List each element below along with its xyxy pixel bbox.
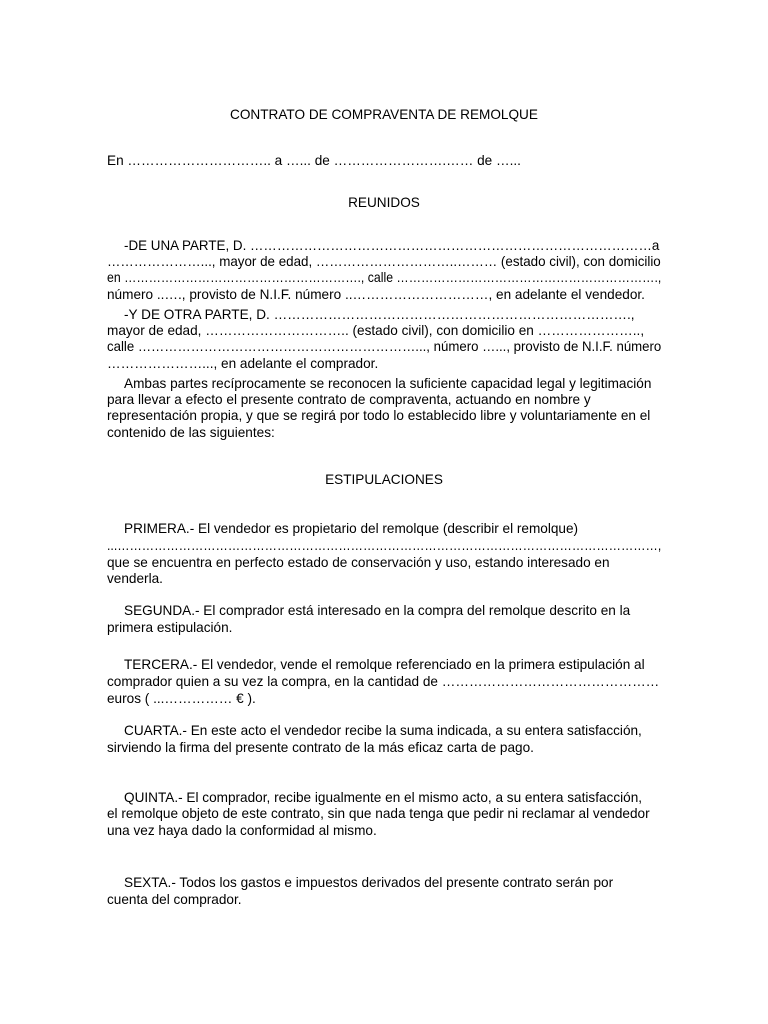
paragraph-line: -Y DE OTRA PARTE, D. …………………………………………………………………….,: [124, 307, 635, 322]
paragraph-line: representación propia, y que se regirá por todo lo establecido libre y voluntariamente en el: [107, 408, 651, 423]
clause-line: una vez haya dado la conformidad al mismo.: [107, 823, 377, 838]
place-date-line: En ………………………….. a …... de …………………….…… de …...: [107, 153, 521, 168]
clause-line: PRIMERA.- El vendedor es propietario del remolque (describir el remolque): [124, 521, 579, 536]
clause-line: primera estipulación.: [107, 620, 233, 635]
clause-line: sirviendo la firma del presente contrato de la más eficaz carta de pago.: [107, 740, 534, 755]
paragraph-line: Ambas partes recíprocamente se reconocen la suficiente capacidad legal y legitimación: [124, 376, 652, 391]
document-title: CONTRATO DE COMPRAVENTA DE REMOLQUE: [230, 107, 538, 122]
section-heading-reunidos: REUNIDOS: [348, 195, 420, 210]
paragraph-line: …………………..., mayor de edad, …………………………..……… (estado civil), con domicilio: [107, 254, 661, 269]
section-heading-estipulaciones: ESTIPULACIONES: [325, 472, 443, 487]
paragraph-line: número ..…., provisto de N.I.F. número ..…………………………, en adelante el vendedor.: [107, 287, 645, 302]
clause-line: QUINTA.- El comprador, recibe igualmente en el mismo acto, a su entera satisfacción,: [124, 790, 643, 805]
clause-line: TERCERA.- El vendedor, vende el remolque referenciado en la primera estipulación al: [124, 657, 645, 672]
clause-line: euros ( ...…………… € ).: [107, 691, 256, 706]
clause-line: CUARTA.- En este acto el vendedor recibe la suma indicada, a su entera satisfacción,: [124, 723, 642, 738]
paragraph-line: contenido de las siguientes:: [107, 425, 275, 440]
paragraph-line: en …………………………………………………., calle ……………………………………………………….,: [107, 270, 662, 285]
clause-line: venderla.: [107, 571, 163, 586]
clause-line: SEXTA.- Todos los gastos e impuestos derivados del presente contrato serán por: [124, 875, 614, 890]
clause-line: ...……………………………………………………………………………………………………………………,: [107, 538, 662, 553]
paragraph-line: -DE UNA PARTE, D. ………………………………………………………………………………a: [124, 238, 660, 253]
paragraph-line: …………………..., en adelante el comprador.: [107, 356, 379, 371]
clause-line: el remolque objeto de este contrato, sin que nada tenga que pedir ni reclamar al vendedor: [107, 806, 650, 821]
paragraph-line: mayor de edad, ………………………….. (estado civil), con domicilio en …………………..,: [107, 323, 645, 338]
paragraph-line: calle ………………………………………………………..., número …..., provisto de N.I.F. número: [107, 339, 662, 354]
paragraph-line: para llevar a efecto el presente contrato de compraventa, actuando en nombre y: [107, 392, 591, 407]
clause-line: cuenta del comprador.: [107, 892, 242, 907]
clause-line: comprador quien a su vez la compra, en la cantidad de …………………………………………: [107, 674, 660, 689]
clause-line: SEGUNDA.- El comprador está interesado en la compra del remolque descrito en la: [124, 603, 631, 618]
clause-line: que se encuentra en perfecto estado de conservación y uso, estando interesado en: [107, 555, 610, 570]
